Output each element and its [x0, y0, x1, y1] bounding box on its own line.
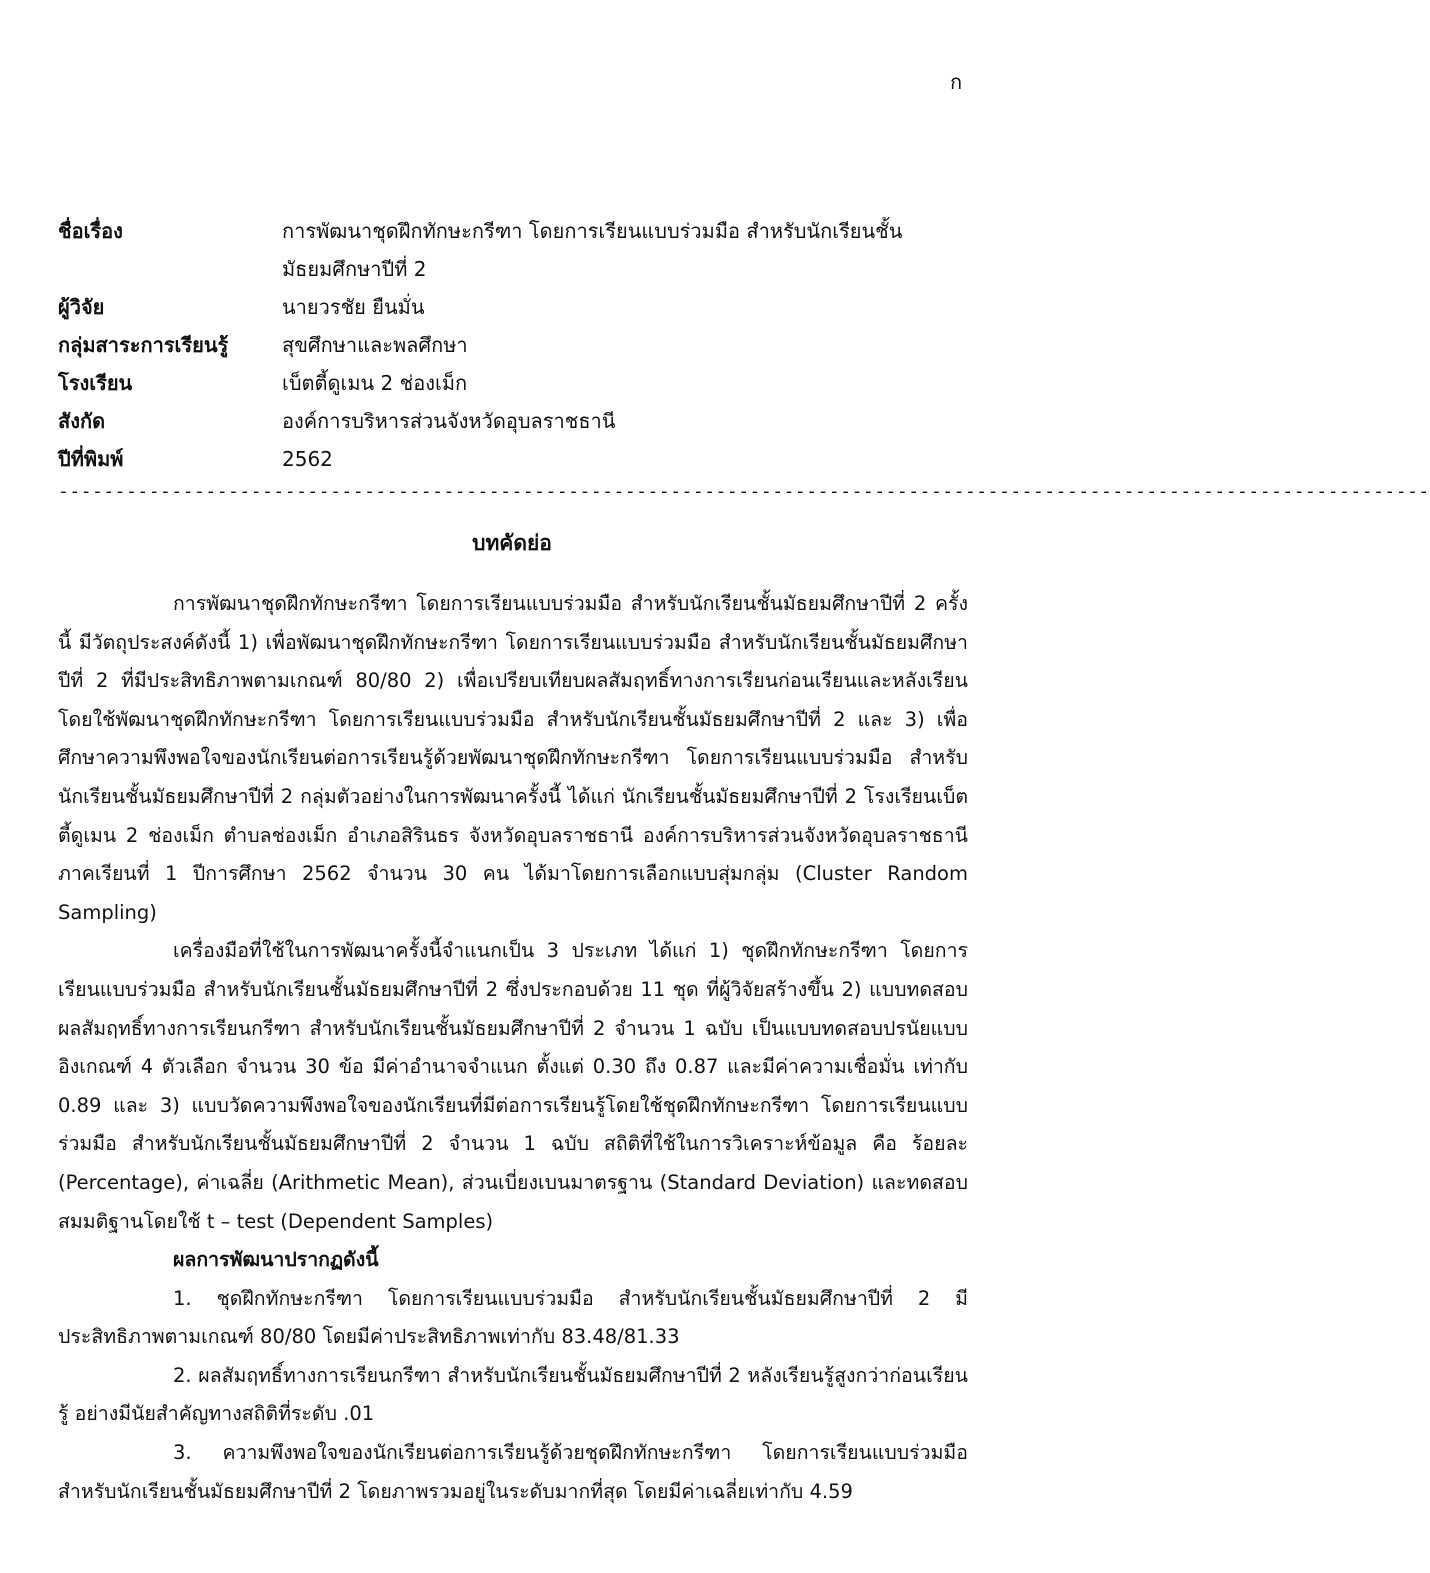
meta-row-subject-group: [58, 326, 968, 364]
meta-value: 2562: [282, 447, 333, 471]
abstract-title: บทคัดย่อ: [472, 531, 552, 555]
page-number: ก: [950, 70, 963, 94]
meta-row-year: [58, 440, 968, 478]
meta-label: ชื่อเรื่อง: [58, 219, 123, 243]
dashed-divider: -------------------------------------------------------------------------------------------------------------------------: [58, 481, 1430, 502]
meta-row-researcher: [58, 288, 968, 326]
results-heading: ผลการพัฒนาปรากฏดังนี้: [173, 1248, 379, 1272]
result-item-2: 2. ผลสัมฤทธิ์ทางการเรียนกรีฑา สำหรับนักเรียนชั้นมัธยมศึกษาปีที่ 2 หลังเรียนรู้สูงกว่าก่อนเรียนรู้ อย่างมีนัยสำคัญทางสถิติที่ระดับ .01: [58, 1363, 968, 1426]
abstract-paragraph-objectives: การพัฒนาชุดฝึกทักษะกรีฑา โดยการเรียนแบบร่วมมือ สำหรับนักเรียนชั้นมัธยมศึกษาปีที่ 2 ครั้งนี้ มีวัตถุประสงค์ดังนี้ 1) เพื่อพัฒนาชุดฝึกทักษะกรีฑา โดยการเรียนแบบร่วมมือ สำหรับนักเรียนชั้นมัธยมศึกษาปีที่ 2 ที่มีประสิทธิภาพตามเกณฑ์ 80/80 2) เพื่อเปรียบเทียบผลสัมฤทธิ์ทางการเรียนก่อนเรียนและหลังเรียน โดยใช้พัฒนาชุดฝึกทักษะกรีฑา โดยการเรียนแบบร่วมมือ สำหรับนักเรียนชั้นมัธยมศึกษาปีที่ 2 และ 3) เพื่อศึกษาความพึงพอใจของนักเรียนต่อการเรียนรู้ด้วยพัฒนาชุดฝึกทักษะกรีฑา โดยการเรียนแบบร่วมมือ สำหรับนักเรียนชั้นมัธยมศึกษาปีที่ 2 กลุ่มตัวอย่างในการพัฒนาครั้งนี้ ได้แก่ นักเรียนชั้นมัธยมศึกษาปีที่ 2 โรงเรียนเบ็ตตี้ดูเมน 2 ช่องเม็ก ตำบลช่องเม็ก อำเภอสิรินธร จังหวัดอุบลราชธานี องค์การบริหารส่วนจังหวัดอุบลราชธานี ภาคเรียนที่ 1 ปีการศึกษา 2562 จำนวน 30 คน ได้มาโดยการเลือกแบบสุ่มกลุ่ม (Cluster Random Sampling): [58, 592, 968, 924]
meta-value: การพัฒนาชุดฝึกทักษะกรีฑา โดยการเรียนแบบร่วมมือ สำหรับนักเรียนชั้นมัธยมศึกษาปีที่ 2: [282, 219, 903, 281]
meta-label: กลุ่มสาระการเรียนรู้: [58, 333, 229, 357]
meta-value: องค์การบริหารส่วนจังหวัดอุบลราชธานี: [282, 409, 616, 433]
meta-value: สุขศึกษาและพลศึกษา: [282, 333, 468, 357]
meta-label: โรงเรียน: [58, 371, 133, 395]
meta-row-title: [58, 212, 968, 288]
meta-row-school: [58, 364, 968, 402]
abstract-body: [58, 585, 968, 1511]
meta-label: สังกัด: [58, 409, 106, 433]
meta-value: นายวรชัย ยืนมั่น: [282, 295, 425, 319]
meta-label: ผู้วิจัย: [58, 295, 105, 319]
result-item-3: 3. ความพึงพอใจของนักเรียนต่อการเรียนรู้ด้วยชุดฝึกทักษะกรีฑา โดยการเรียนแบบร่วมมือ สำหรับนักเรียนชั้นมัธยมศึกษาปีที่ 2 โดยภาพรวมอยู่ในระดับมากที่สุด โดยมีค่าเฉลี่ยเท่ากับ 4.59: [58, 1441, 968, 1503]
abstract-paragraph-instruments: เครื่องมือที่ใช้ในการพัฒนาครั้งนี้จำแนกเป็น 3 ประเภท ได้แก่ 1) ชุดฝึกทักษะกรีฑา โดยการเรียนแบบร่วมมือ สำหรับนักเรียนชั้นมัธยมศึกษาปีที่ 2 ซึ่งประกอบด้วย 11 ชุด ที่ผู้วิจัยสร้างขึ้น 2) แบบทดสอบผลสัมฤทธิ์ทางการเรียนกรีฑา สำหรับนักเรียนชั้นมัธยมศึกษาปีที่ 2 จำนวน 1 ฉบับ เป็นแบบทดสอบปรนัยแบบอิงเกณฑ์ 4 ตัวเลือก จำนวน 30 ข้อ มีค่าอำนาจจำแนก ตั้งแต่ 0.30 ถึง 0.87 และมีค่าความเชื่อมั่น เท่ากับ 0.89 และ 3) แบบวัดความพึงพอใจของนักเรียนที่มีต่อการเรียนรู้โดยใช้ชุดฝึกทักษะกรีฑา โดยการเรียนแบบร่วมมือ สำหรับนักเรียนชั้นมัธยมศึกษาปีที่ 2 จำนวน 1 ฉบับ สถิติที่ใช้ในการวิเคราะห์ข้อมูล คือ ร้อยละ (Percentage), ค่าเฉลี่ย (Arithmetic Mean), ส่วนเบี่ยงเบนมาตรฐาน (Standard Deviation) และทดสอบสมมติฐานโดยใช้ t – test (Dependent Samples): [58, 939, 968, 1233]
meta-row-affiliation: [58, 402, 968, 440]
meta-value: เบ็ตตี้ดูเมน 2 ช่องเม็ก: [282, 371, 468, 395]
meta-label: ปีที่พิมพ์: [58, 447, 124, 471]
title-info-block: [58, 212, 968, 478]
result-item-1: 1. ชุดฝึกทักษะกรีฑา โดยการเรียนแบบร่วมมือ สำหรับนักเรียนชั้นมัธยมศึกษาปีที่ 2 มีประสิทธิภาพตามเกณฑ์ 80/80 โดยมีค่าประสิทธิภาพเท่ากับ 83.48/81.33: [58, 1286, 968, 1349]
